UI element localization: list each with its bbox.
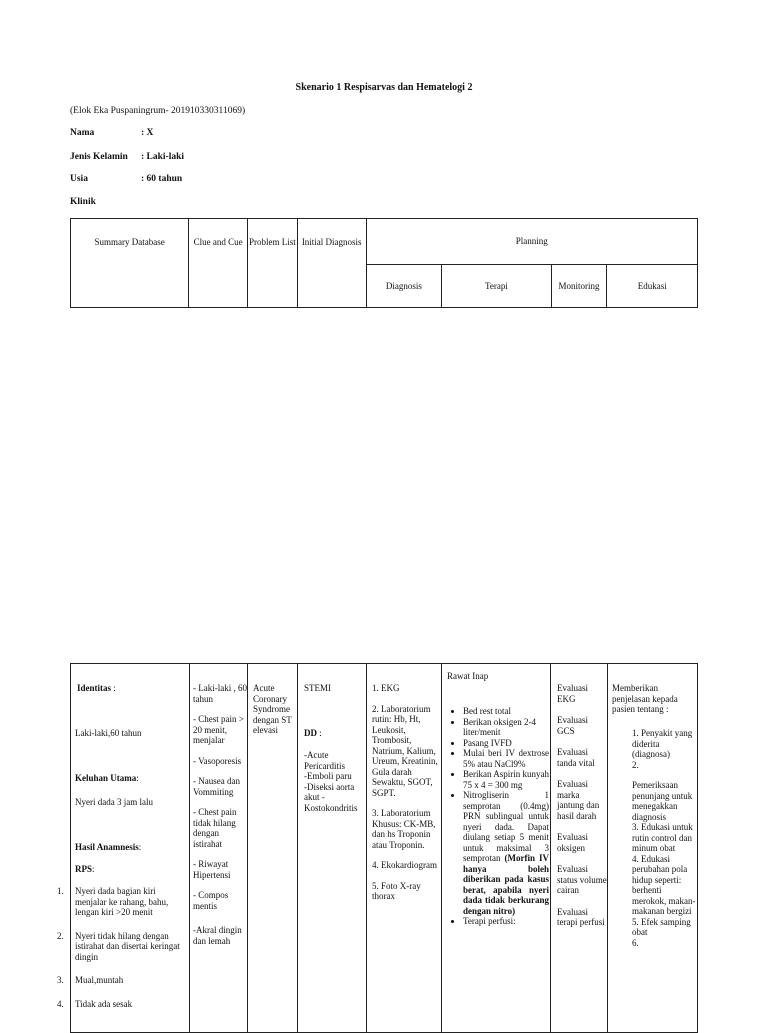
body-monitoring-cell — [550, 663, 608, 1033]
list-item: • Berikan Aspirin kunyah 75 x 4 = 300 mg — [463, 769, 549, 790]
dd-item: Kostokondritis — [304, 802, 358, 813]
header-planning: Planning — [366, 219, 697, 265]
anamnesis-colon: : — [138, 842, 142, 852]
dd-colon: : — [317, 728, 322, 738]
keluhan-value: Nyeri dada 3 jam lalu — [75, 797, 153, 807]
field-value-nama: : X — [141, 128, 154, 138]
list-item: • Bed rest total — [463, 706, 549, 717]
header-problem-list: Problem List — [247, 219, 297, 308]
diagnosis-item: 5. Foto X-ray thorax — [372, 880, 421, 901]
field-label-usia: Usia — [70, 174, 88, 184]
body-diagnosis-cell — [366, 663, 442, 1033]
clue-item: - Compos mentis — [193, 890, 229, 911]
list-item: 2. — [632, 759, 639, 770]
identitas-label: Identitas — [77, 683, 112, 693]
keluhan-colon: : — [136, 773, 139, 783]
header-initial-diagnosis: Initial Diagnosis — [297, 219, 366, 308]
edukasi-intro: Memberikan penjelasan kepada pasien tentang : — [612, 683, 678, 714]
list-item: 3. Edukasi untuk rutin control dan minum obat — [632, 822, 693, 853]
monitoring-item: Evaluasi marka jantung dan hasil darah — [557, 779, 600, 821]
list-item: Pemeriksaan penunjang untuk menegakkan diagnosis — [632, 780, 693, 822]
clue-item: - Chest pain tidak hilang dengan istirahat — [193, 807, 237, 849]
body-summary-cell — [57, 663, 190, 1033]
list-item: 4. Tidak ada sesak — [57, 998, 133, 1009]
edukasi-list — [632, 728, 696, 948]
document-title: Skenario 1 Respisarvas dan Hematelogi 2 — [295, 82, 473, 93]
list-item: 6. — [632, 937, 639, 948]
field-label-jenis-kelamin: Jenis Kelamin — [70, 152, 128, 162]
header-edukasi: Edukasi — [607, 265, 698, 308]
list-item: 2. Nyeri tidak hilang dengan istirahat dan disertai keringat dingin — [57, 930, 180, 962]
terapi-list — [447, 706, 549, 927]
dd-item: -Emboli paru — [304, 771, 352, 781]
field-value-jenis-kelamin: : Laki-laki — [141, 152, 185, 162]
header-clue-cue: Clue and Cue — [189, 219, 248, 308]
diagnosis-item: 4. Ekokardiogram — [372, 860, 437, 870]
body-edukasi-cell — [607, 663, 698, 1033]
monitoring-item: Evaluasi oksigen — [557, 832, 588, 853]
monitoring-item: Evaluasi EKG — [557, 683, 588, 704]
keluhan-label: Keluhan Utama — [75, 773, 137, 783]
clue-item: - Nausea dan Vommiting — [193, 776, 240, 797]
body-terapi-cell — [441, 663, 551, 1033]
anamnesis-label: Hasil Anamnesis — [75, 842, 139, 852]
list-item: • Berikan oksigen 2-4 liter/menit — [463, 717, 549, 738]
monitoring-item: Evaluasi GCS — [557, 715, 588, 736]
body-problem-cell — [247, 663, 298, 1033]
list-item: • Pasang IVFD — [463, 738, 549, 749]
dd-item: -Diseksi aorta akut - — [304, 781, 355, 802]
clue-item: - Riwayat Hipertensi — [193, 859, 231, 880]
author-line: (Elok Eka Puspaningrum- 201910330311069) — [70, 106, 246, 116]
monitoring-item: Evaluasi status volume cairan — [557, 864, 607, 895]
rps-label: RPS — [75, 864, 93, 874]
monitoring-item: Evaluasi terapi perfusi — [557, 906, 605, 927]
klinik-label: Klinik — [70, 197, 96, 207]
header-monitoring: Monitoring — [551, 265, 607, 308]
list-item: 4. Edukasi perubahan pola hidup seperti: berhenti merokok, makan-makanan bergizi — [632, 853, 696, 916]
identitas-value: Laki-laki,60 tahun — [75, 728, 142, 738]
body-initial-cell — [297, 663, 367, 1033]
clue-item: - Laki-laki , 60 tahun — [193, 683, 247, 704]
identitas-colon: : — [111, 683, 116, 693]
list-item: • Mulai beri IV dextrose 5% atau NaCl9% — [463, 748, 549, 769]
field-label-nama: Nama — [70, 128, 95, 138]
problem-text: Acute Coronary Syndrome dengan ST elevasi — [253, 683, 292, 735]
header-diagnosis: Diagnosis — [366, 265, 442, 308]
list-item: 1. Nyeri dada bagian kiri menjalar ke rahang, bahu, lengan kiri >20 menit — [57, 886, 169, 917]
clue-item: - Vasoporesis — [193, 755, 242, 766]
header-summary-database: Summary Database — [71, 219, 189, 308]
rps-list — [57, 886, 187, 1009]
list-item: 1. Penyakit yang diderita (diagnosa) — [632, 728, 693, 759]
list-item: 3. Mual,muntah — [57, 975, 124, 985]
diagnosis-item: 2. Laboratorium rutin: Hb, Ht, Leukosit, Trombosit, Natrium, Kalium, Ureum, Kreatinin, Gula darah Sewaktu, SGOT, SGPT. — [372, 703, 438, 798]
clue-item: - Chest pain > 20 menit, menjalar — [193, 714, 244, 745]
diagnosis-item: 3. Laboratorium Khusus: CK-MB, dan hs Troponin atau Troponin. — [372, 808, 436, 850]
clue-item: -Akral dingin dan lemah — [193, 925, 242, 946]
field-value-usia: : 60 tahun — [141, 174, 183, 184]
dd-label: DD — [304, 728, 317, 738]
body-clue-cell — [189, 663, 248, 1033]
initial-main: STEMI — [304, 683, 331, 693]
header-table — [70, 218, 698, 308]
rps-colon: : — [92, 864, 95, 874]
monitoring-item: Evaluasi tanda vital — [557, 747, 595, 768]
list-item: • Terapi perfusi: — [463, 916, 549, 927]
diagnosis-item: 1. EKG — [372, 683, 400, 693]
list-item: • Nitrogliserin 1 semprotan (0.4mg) PRN sublingual untuk nyeri dada. Dapat diulang setiap 5 menit untuk maksimal 3 semprotan (Morfin IV hanya boleh diberikan pada kasus berat, apabila nyeri dada tidak berkurang dengan nitro) — [463, 790, 549, 916]
terapi-heading: Rawat Inap — [447, 671, 489, 681]
dd-item: -Acute Pericarditis — [304, 750, 345, 771]
list-item: 5. Efek samping obat — [632, 916, 691, 937]
header-terapi: Terapi — [442, 265, 551, 308]
